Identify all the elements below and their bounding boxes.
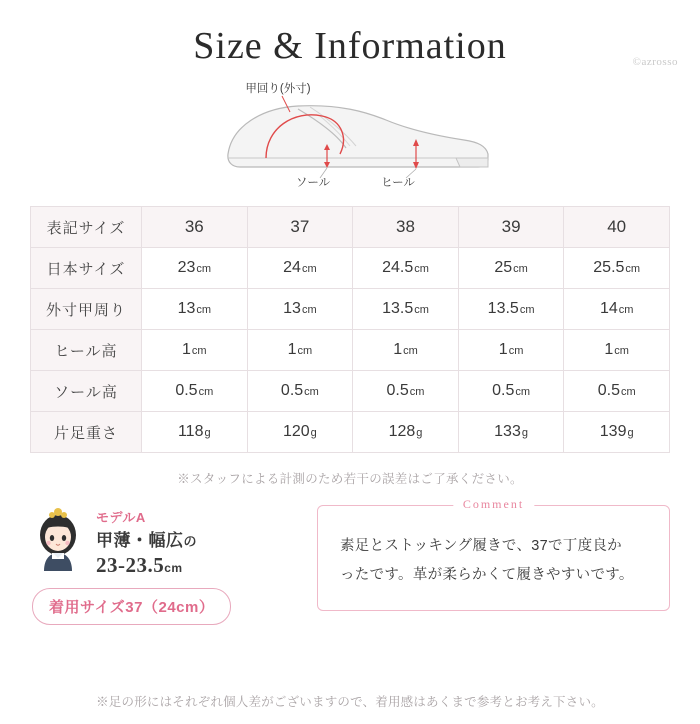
brand-watermark: ©azrosso bbox=[632, 56, 678, 68]
model-name: モデルA bbox=[96, 510, 146, 525]
cell-instep-36: 13cm bbox=[142, 289, 248, 330]
cell-instep-40: 14cm bbox=[564, 289, 670, 330]
table-row bbox=[31, 330, 670, 371]
instep-label: 甲回り(外寸) bbox=[245, 83, 311, 95]
table-row bbox=[31, 412, 670, 453]
model-foot-size bbox=[96, 553, 197, 578]
cell-instep-37: 13cm bbox=[247, 289, 353, 330]
row-label-weight: 片足重さ bbox=[31, 412, 142, 453]
cell-sole-39: 0.5cm bbox=[458, 371, 564, 412]
cell-weight-37: 120g bbox=[247, 412, 353, 453]
cell-heel-40: 1cm bbox=[564, 330, 670, 371]
page-title: Size & Information bbox=[193, 25, 507, 67]
column-header-size-36: 36 bbox=[142, 207, 248, 248]
measurement-note: ※スタッフによる計測のため若干の誤差はご了承ください。 bbox=[177, 472, 523, 486]
row-label-sole-height: ソール高 bbox=[31, 371, 142, 412]
heel-label: ヒール bbox=[381, 177, 415, 189]
cell-sole-37: 0.5cm bbox=[247, 371, 353, 412]
column-header-size-38: 38 bbox=[353, 207, 459, 248]
model-feature-main: 甲薄・幅広 bbox=[96, 531, 184, 550]
shoe-diagram-svg bbox=[170, 82, 530, 200]
cell-weight-36: 118g bbox=[142, 412, 248, 453]
column-header-size-40: 40 bbox=[564, 207, 670, 248]
table-row-header bbox=[31, 207, 670, 248]
model-info bbox=[30, 505, 305, 625]
shoe-diagram bbox=[0, 82, 700, 200]
footer-note: ※足の形にはそれぞれ個人差がございますので、着用感はあくまで参考とお考え下さい。 bbox=[96, 695, 604, 709]
model-section bbox=[30, 497, 670, 625]
avatar bbox=[30, 505, 86, 571]
cell-instep-39: 13.5cm bbox=[458, 289, 564, 330]
cell-heel-38: 1cm bbox=[353, 330, 459, 371]
comment-label: Comment bbox=[453, 497, 534, 512]
size-table-head bbox=[31, 207, 670, 248]
comment-text bbox=[340, 532, 647, 590]
wear-size-badge: 着用サイズ37（24cm） bbox=[32, 588, 231, 625]
cell-heel-37: 1cm bbox=[247, 330, 353, 371]
cell-sole-40: 0.5cm bbox=[564, 371, 670, 412]
size-table bbox=[30, 206, 670, 453]
table-row bbox=[31, 371, 670, 412]
table-row bbox=[31, 289, 670, 330]
size-table-body bbox=[31, 248, 670, 453]
cell-jp-size-38: 24.5cm bbox=[353, 248, 459, 289]
cell-jp-size-40: 25.5cm bbox=[564, 248, 670, 289]
cell-instep-38: 13.5cm bbox=[353, 289, 459, 330]
cell-heel-36: 1cm bbox=[142, 330, 248, 371]
row-label-instep: 外寸甲周り bbox=[31, 289, 142, 330]
cell-weight-40: 139g bbox=[564, 412, 670, 453]
cell-heel-39: 1cm bbox=[458, 330, 564, 371]
comment-line-1: 素足とストッキング履きで、37で丁度良か bbox=[340, 538, 622, 554]
column-header-label: 表記サイズ bbox=[31, 207, 142, 248]
model-foot-size-unit: cm bbox=[164, 560, 183, 575]
column-header-size-37: 37 bbox=[247, 207, 353, 248]
heel-block bbox=[456, 158, 488, 167]
comment-box bbox=[317, 497, 670, 611]
cell-jp-size-39: 25cm bbox=[458, 248, 564, 289]
cell-sole-38: 0.5cm bbox=[353, 371, 459, 412]
avatar-icon bbox=[30, 505, 86, 571]
comment-line-2: ったです。革が柔らかくて履きやすいです。 bbox=[340, 567, 634, 583]
cell-weight-38: 128g bbox=[353, 412, 459, 453]
cell-sole-36: 0.5cm bbox=[142, 371, 248, 412]
sole-label: ソール bbox=[295, 177, 331, 189]
model-feature-suffix: の bbox=[183, 534, 198, 549]
table-row bbox=[31, 248, 670, 289]
cell-jp-size-37: 24cm bbox=[247, 248, 353, 289]
cell-jp-size-36: 23cm bbox=[142, 248, 248, 289]
row-label-heel-height: ヒール高 bbox=[31, 330, 142, 371]
model-feature bbox=[96, 530, 197, 553]
model-foot-size-value: 23-23.5 bbox=[96, 552, 165, 577]
model-text bbox=[96, 505, 197, 578]
model-info-top bbox=[30, 505, 197, 578]
cell-weight-39: 133g bbox=[458, 412, 564, 453]
row-label-jp-size: 日本サイズ bbox=[31, 248, 142, 289]
column-header-size-39: 39 bbox=[458, 207, 564, 248]
